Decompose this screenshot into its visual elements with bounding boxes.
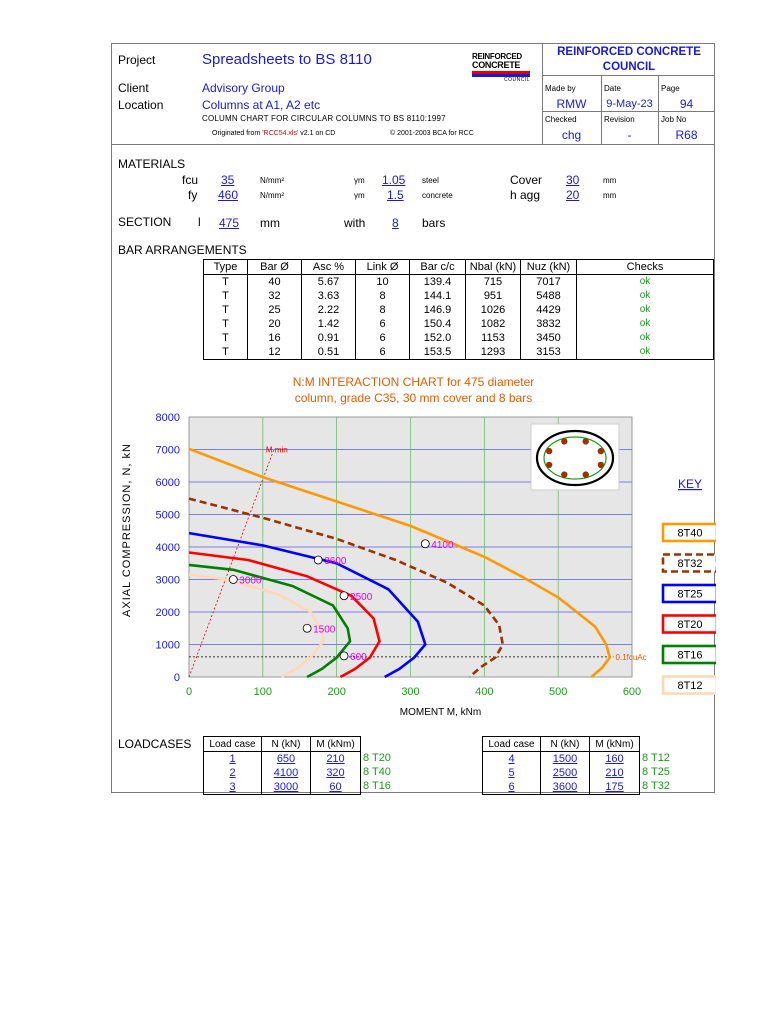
section-diameter[interactable]: 475 — [219, 216, 240, 230]
table-row — [483, 752, 640, 767]
loadcase-point-label: 2500 — [350, 591, 373, 603]
project-value: Spreadsheets to BS 8110 — [202, 51, 372, 68]
rcc-logo — [472, 53, 534, 87]
section-unit: mm — [260, 216, 280, 230]
table-cell: 8 — [356, 289, 410, 303]
table-cell: 0.91 — [302, 331, 356, 345]
table-row — [204, 345, 714, 360]
section-heading: SECTION — [118, 215, 172, 229]
loadcase-point-label: 3600 — [324, 556, 347, 567]
mmin-label: M min — [265, 445, 288, 455]
logo-line1: REINFORCED — [472, 52, 522, 61]
originated-file: 'RCC54.xls' — [262, 130, 299, 137]
loadcase-point — [229, 576, 237, 584]
col-header: N (kN) — [541, 737, 590, 752]
col-header: Nbal (kN) — [466, 260, 521, 275]
made-by-label: Made by — [545, 84, 576, 93]
loadcase-point-label: 1500 — [313, 624, 336, 636]
table-row — [204, 317, 714, 331]
table-cell: 144.1 — [410, 289, 466, 303]
made-by-value: RMW — [556, 97, 587, 111]
fy-unit: N/mm² — [260, 191, 284, 200]
loadcase-case[interactable]: 5 — [483, 766, 541, 780]
table-row — [204, 331, 714, 345]
table-row — [204, 766, 361, 780]
section-symbol: l — [198, 215, 201, 229]
bar-arrangements-table — [203, 259, 714, 360]
loadcase-point — [314, 556, 322, 564]
header-divider — [542, 111, 715, 112]
legend-label: 8T25 — [677, 588, 703, 601]
check-status: ok — [577, 289, 714, 303]
table-cell: 6 — [356, 331, 410, 345]
loadcase-n[interactable]: 2500 — [541, 766, 590, 780]
loadcase-m[interactable]: 320 — [311, 766, 361, 780]
table-cell: 25 — [248, 303, 302, 317]
table-row — [204, 289, 714, 303]
table-cell: 10 — [356, 275, 410, 290]
loadcase-bar-tag: 8 T12 — [642, 752, 670, 764]
loadcases-heading: LOADCASES — [118, 737, 192, 751]
loadcase-point-label: 3000 — [239, 575, 262, 587]
table-cell: 0.51 — [302, 345, 356, 360]
loadcase-bar-tag: 8 T16 — [363, 780, 391, 792]
col-header: Type — [204, 260, 248, 275]
legend-label: 8T20 — [677, 619, 703, 631]
table-cell: T — [204, 345, 248, 360]
loadcase-bar-tag: 8 T25 — [642, 766, 670, 778]
fcu-unit: N/mm² — [260, 176, 284, 185]
chart-title-line1: N:M INTERACTION CHART for 475 diameter — [292, 375, 535, 389]
table-cell: 146.9 — [410, 303, 466, 317]
gm-conc-value[interactable]: 1.5 — [387, 188, 404, 202]
x-tick-label: 400 — [475, 686, 494, 698]
col-header: Checks — [577, 260, 714, 275]
table-cell: 7017 — [521, 275, 577, 290]
loadcase-case[interactable]: 3 — [204, 780, 262, 795]
fcu-value[interactable]: 35 — [221, 173, 235, 187]
loadcase-bar-tag: 8 T40 — [363, 766, 391, 778]
table-cell: 3153 — [521, 345, 577, 360]
chart-title — [112, 374, 715, 406]
table-cell: 20 — [248, 317, 302, 331]
table-cell: 12 — [248, 345, 302, 360]
col-header: Load case — [204, 737, 262, 752]
hagg-unit: mm — [603, 191, 617, 200]
table-cell: 2.22 — [302, 303, 356, 317]
section-divider — [112, 144, 715, 145]
y-tick-label: 6000 — [155, 477, 180, 489]
revision-value: - — [627, 128, 632, 142]
rebar-dot — [598, 462, 604, 468]
header-divider — [542, 75, 715, 76]
table-cell: 951 — [466, 289, 521, 303]
y-tick-label: 1000 — [155, 639, 180, 652]
interaction-chart — [112, 408, 716, 748]
table-cell: 32 — [248, 289, 302, 303]
col-header: Bar Ø — [248, 260, 302, 275]
sheet-subtitle: COLUMN CHART FOR CIRCULAR COLUMNS TO BS 8110:1997 — [202, 114, 446, 123]
table-cell: T — [204, 303, 248, 317]
rebar-dot — [546, 448, 552, 454]
loadcase-m[interactable]: 210 — [311, 752, 361, 767]
table-cell: 1026 — [466, 303, 521, 317]
table-cell: 715 — [466, 275, 521, 290]
org-title: REINFORCED CONCRETE COUNCIL — [557, 46, 701, 73]
section-with: with — [344, 216, 366, 230]
rebar-dot — [546, 462, 552, 468]
cover-value[interactable]: 30 — [566, 173, 580, 187]
section-bars[interactable]: 8 — [392, 216, 399, 230]
location-label: Location — [118, 98, 164, 112]
originated-prefix: Originated from — [212, 130, 261, 137]
revision-label: Revision — [604, 115, 635, 124]
y-tick-label: 4000 — [155, 542, 180, 554]
x-tick-label: 600 — [622, 686, 642, 698]
legend-label: 8T12 — [677, 680, 703, 692]
checked-label: Checked — [545, 115, 577, 124]
table-cell: 150.4 — [410, 317, 466, 331]
col-header: Nuz (kN) — [521, 260, 577, 275]
loadcase-n[interactable]: 3600 — [541, 780, 590, 795]
loadcase-m[interactable]: 160 — [590, 752, 640, 767]
x-axis-label: MOMENT M, kNm — [399, 707, 482, 718]
table-row — [204, 752, 361, 767]
col-header: Asc % — [302, 260, 356, 275]
loadcase-bar-tag: 8 T32 — [642, 780, 670, 792]
check-status: ok — [577, 317, 714, 331]
jobno-value: R68 — [675, 128, 698, 142]
y-axis-label: AXIAL COMPRESSION, N, kN — [121, 443, 133, 617]
gm-conc-symbol: γm — [354, 191, 365, 200]
fy-label: fy — [188, 188, 198, 202]
loadcase-m[interactable]: 60 — [311, 780, 361, 795]
y-tick-label: 3000 — [155, 574, 180, 587]
loadcase-case[interactable]: 6 — [483, 780, 541, 795]
rebar-dot — [561, 438, 567, 444]
table-row — [204, 275, 714, 290]
x-tick-label: 0 — [185, 686, 193, 698]
date-value: 9-May-23 — [606, 98, 653, 110]
x-tick-label: 300 — [401, 686, 420, 698]
legend-heading: KEY — [677, 477, 703, 491]
table-cell: 40 — [248, 275, 302, 290]
loadcase-n[interactable]: 4100 — [262, 766, 311, 780]
table-cell: 5488 — [521, 289, 577, 303]
loadcase-m[interactable]: 175 — [590, 780, 640, 795]
y-tick-label: 2000 — [155, 607, 180, 619]
table-cell: T — [204, 289, 248, 303]
loadcase-case[interactable]: 4 — [483, 752, 541, 767]
x-tick-label: 500 — [548, 686, 568, 698]
logo-line2: CONCRETE — [472, 60, 521, 70]
table-cell: 5.67 — [302, 275, 356, 290]
check-status: ok — [577, 345, 714, 360]
table-cell: 3.63 — [302, 289, 356, 303]
col-header: Bar c/c — [410, 260, 466, 275]
originated-suffix: v2.1 on CD — [300, 130, 336, 137]
copyright: © 2001-2003 BCA for RCC — [390, 130, 474, 137]
table-cell: 153.5 — [410, 345, 466, 360]
date-label: Date — [604, 84, 621, 93]
table-cell: T — [204, 275, 248, 290]
loadcase-point — [303, 624, 311, 632]
table-cell: T — [204, 331, 248, 345]
check-status: ok — [577, 275, 714, 290]
check-status: ok — [577, 331, 714, 345]
gm-conc-label: concrete — [422, 191, 453, 200]
loadcase-point-label: 600 — [350, 651, 367, 663]
cover-label: Cover — [510, 173, 543, 187]
table-cell: 8 — [356, 303, 410, 317]
table-cell: 1293 — [466, 345, 521, 360]
loadcase-n[interactable]: 3000 — [262, 780, 311, 795]
col-header: N (kN) — [262, 737, 311, 752]
materials-heading: MATERIALS — [118, 157, 186, 171]
loadcase-bar-tag: 8 T20 — [363, 752, 391, 764]
loadcase-m[interactable]: 210 — [590, 766, 640, 780]
fcu-label: fcu — [182, 173, 199, 187]
legend-label: 8T16 — [677, 649, 703, 662]
rebar-dot — [583, 471, 589, 477]
legend-label: 8T40 — [677, 527, 703, 540]
fy-value[interactable]: 460 — [218, 188, 239, 202]
table-cell: 1.42 — [302, 317, 356, 331]
table-cell: 6 — [356, 317, 410, 331]
checked-value: chg — [561, 128, 582, 142]
rebar-dot — [583, 438, 589, 444]
hagg-value[interactable]: 20 — [566, 188, 580, 202]
client-label: Client — [118, 81, 149, 95]
loadcase-point — [421, 540, 429, 548]
col-header: M (kNm) — [311, 737, 361, 752]
table-cell: 3832 — [521, 317, 577, 331]
hagg-label: h agg — [510, 188, 541, 202]
loadcase-n[interactable]: 1500 — [541, 752, 590, 767]
page-value: 94 — [679, 97, 694, 111]
loadcase-point — [340, 652, 348, 660]
cover-unit: mm — [603, 176, 617, 185]
reference-line-label: 0.1fcuAc — [615, 652, 647, 662]
table-cell: 4429 — [521, 303, 577, 317]
gm-steel-label: steel — [422, 176, 439, 185]
page-label: Page — [661, 84, 680, 93]
col-header: M (kNm) — [590, 737, 640, 752]
table-row — [204, 780, 361, 795]
table-row — [483, 780, 640, 795]
table-cell: 1153 — [466, 331, 521, 345]
gm-steel-value[interactable]: 1.05 — [382, 173, 406, 187]
location-value: Columns at A1, A2 etc — [202, 98, 321, 112]
jobno-label: Job No — [661, 115, 687, 124]
loadcase-case[interactable]: 2 — [204, 766, 262, 780]
col-header: Link Ø — [356, 260, 410, 275]
column-outline — [537, 431, 613, 485]
loadcase-n[interactable]: 650 — [262, 752, 311, 767]
table-cell: 139.4 — [410, 275, 466, 290]
col-header: Load case — [483, 737, 541, 752]
logo-line3: COUNCIL — [503, 77, 530, 83]
y-tick-label: 8000 — [155, 412, 180, 424]
gm-steel-symbol: γm — [354, 176, 365, 185]
rebar-dot — [598, 448, 604, 454]
calc-sheet — [111, 43, 715, 793]
table-cell: 152.0 — [410, 331, 466, 345]
table-cell: 16 — [248, 331, 302, 345]
loadcase-point — [340, 592, 348, 600]
table-row — [483, 766, 640, 780]
table-cell: T — [204, 317, 248, 331]
check-status: ok — [577, 303, 714, 317]
table-cell: 6 — [356, 345, 410, 360]
table-row — [204, 303, 714, 317]
loadcase-point-label: 4100 — [431, 539, 454, 551]
bar-arrangements-rows — [204, 275, 714, 360]
x-tick-label: 200 — [327, 686, 346, 698]
legend-label: 8T32 — [677, 558, 703, 570]
y-tick-label: 5000 — [155, 509, 180, 522]
loadcase-case[interactable]: 1 — [204, 752, 262, 767]
rebar-dot — [561, 471, 567, 477]
client-value: Advisory Group — [202, 81, 285, 95]
loadcases-table-right — [482, 736, 640, 795]
bar-arrangements-heading: BAR ARRANGEMENTS — [118, 243, 247, 257]
project-label: Project — [118, 53, 156, 67]
y-tick-label: 0 — [173, 672, 180, 684]
y-tick-label: 7000 — [155, 444, 180, 457]
section-bars-label: bars — [422, 216, 446, 230]
loadcases-table-left — [203, 736, 361, 795]
chart-title-line2: column, grade C35, 30 mm cover and 8 bars — [294, 391, 533, 405]
table-cell: 1082 — [466, 317, 521, 331]
table-cell: 3450 — [521, 331, 577, 345]
x-tick-label: 100 — [253, 686, 273, 698]
